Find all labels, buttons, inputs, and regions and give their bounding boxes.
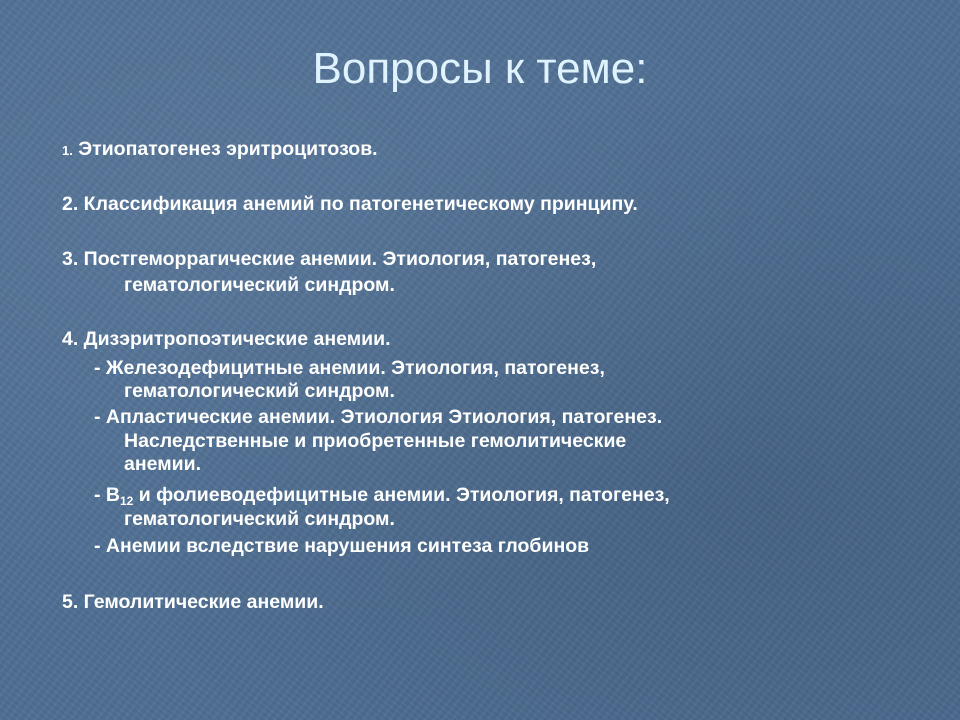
subitem-2-line2: Наследственные и приобретенные гемолитические: [124, 430, 627, 452]
question-4: 4. Дизэритропоэтические анемии.: [62, 328, 391, 350]
subitem-3-subscript: 12: [120, 494, 134, 508]
subitem-3-rest: и фолиеводефицитные анемии. Этиология, патогенез,: [133, 484, 670, 506]
subitem-3-line1: [94, 484, 670, 507]
subitem-2-line1: - Апластические анемии. Этиология Этиология, патогенез.: [94, 406, 663, 428]
subitem-1-line2: гематологический синдром.: [124, 380, 395, 402]
question-1: [62, 138, 378, 161]
subitem-4: - Анемии вследствие нарушения синтеза глобинов: [94, 535, 590, 557]
subitem-3-line2: гематологический синдром.: [124, 508, 395, 530]
slide-title: Вопросы к теме:: [312, 44, 648, 93]
question-3-line2: гематологический синдром.: [124, 274, 395, 296]
question-2: 2. Классификация анемий по патогенетическому принципу.: [62, 193, 638, 215]
question-1-text: Этиопатогенез эритроцитозов.: [78, 138, 378, 160]
question-3-line1: 3. Постгеморрагические анемии. Этиология, патогенез,: [62, 248, 597, 270]
question-5: 5. Гемолитические анемии.: [62, 591, 324, 613]
question-1-number: 1.: [62, 143, 73, 158]
subitem-1-line1: - Железодефицитные анемии. Этиология, патогенез,: [94, 357, 605, 379]
subitem-3-prefix: - B: [94, 484, 120, 506]
subitem-2-line3: анемии.: [124, 453, 202, 475]
